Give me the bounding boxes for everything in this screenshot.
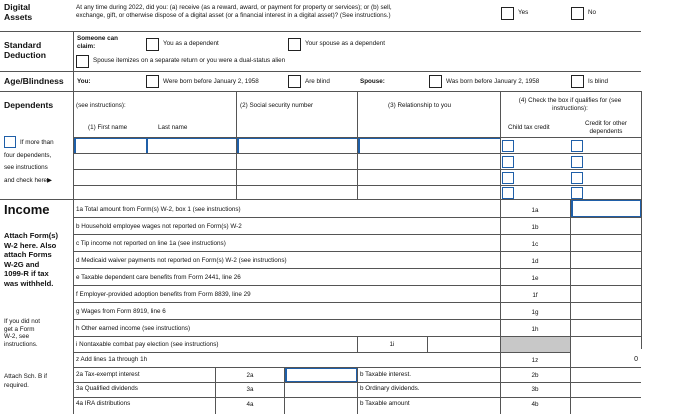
shaded-cell bbox=[501, 337, 570, 352]
line-1e-number: 1e bbox=[531, 275, 539, 282]
line-1g-number: 1g bbox=[531, 309, 539, 316]
line-1b-input[interactable] bbox=[571, 218, 640, 234]
you-as-dependent-label: You as a dependent bbox=[163, 40, 219, 47]
attach-forms-note: Attach Form(s) W-2 here. Also attach Forms W-2G and 1099-R if tax was withheld. bbox=[4, 231, 59, 288]
ssn-header: (2) Social security number bbox=[240, 102, 314, 109]
line-1h-label: h Other earned income (see instructions) bbox=[76, 325, 191, 332]
dependent-2-credit-other-checkbox[interactable] bbox=[571, 156, 583, 168]
spouse-blind-checkbox[interactable] bbox=[571, 75, 584, 88]
standard-deduction-heading: Standard Deduction bbox=[4, 40, 47, 60]
line-1z-label: z Add lines 1a through 1h bbox=[76, 356, 148, 363]
line-1z-number: 1z bbox=[531, 357, 539, 364]
line-2b-label: b Taxable interest. bbox=[360, 371, 411, 378]
divider bbox=[73, 382, 641, 383]
line-1c-label: c Tip income not reported on line 1a (see instructions) bbox=[76, 240, 226, 247]
dependent-4-credit-other-checkbox[interactable] bbox=[571, 187, 583, 199]
line-1f-label: f Employer-provided adoption benefits from Form 8839, line 29 bbox=[76, 291, 251, 298]
digital-assets-question: At any time during 2022, did you: (a) receive (as a reward, award, or payment for property or services); or (b) sell, exchange, gift, or otherwise dispose of a digital asset (or a financial interest in a digital asset)? (See instructions.) bbox=[76, 4, 392, 19]
line-1a-input[interactable] bbox=[571, 200, 641, 217]
divider bbox=[73, 185, 641, 186]
line-1d-number: 1d bbox=[531, 258, 539, 265]
divider bbox=[73, 268, 641, 269]
line-1a-label: 1a Total amount from Form(s) W-2, box 1 (see instructions) bbox=[76, 206, 241, 213]
spouse-itemizes-label: Spouse itemizes on a separate return or you were a dual-status alien bbox=[93, 57, 286, 64]
line-3b-input[interactable] bbox=[571, 383, 641, 397]
you-born-before-label: Were born before January 2, 1958 bbox=[163, 78, 259, 85]
dependent-2-child-tax-credit-checkbox[interactable] bbox=[502, 156, 514, 168]
spouse-blind-label: Is blind bbox=[588, 78, 608, 85]
divider bbox=[73, 397, 641, 398]
line-1g-label: g Wages from Form 8919, line 6 bbox=[76, 308, 166, 315]
you-label: You: bbox=[77, 78, 91, 85]
divider bbox=[73, 302, 641, 303]
divider bbox=[73, 169, 641, 170]
line-1h-input[interactable] bbox=[571, 320, 640, 336]
line-3b-label: b Ordinary dividends. bbox=[360, 385, 420, 392]
dependent-1-relationship-input[interactable] bbox=[358, 138, 500, 153]
line-1c-number: 1c bbox=[531, 241, 539, 248]
spouse-born-before-label: Was born before January 2, 1958 bbox=[446, 78, 540, 85]
line-1b-number: 1b bbox=[531, 224, 539, 231]
more-than-four-label: If more than four dependents, see instructions and check here▶ bbox=[4, 139, 54, 184]
line-1f-number: 1f bbox=[532, 292, 538, 299]
line-2a-input[interactable] bbox=[285, 368, 357, 382]
divider bbox=[73, 217, 641, 218]
you-as-dependent-checkbox[interactable] bbox=[146, 38, 159, 51]
digital-assets-yes-checkbox[interactable] bbox=[501, 7, 514, 20]
divider bbox=[73, 352, 570, 353]
spouse-born-before-checkbox[interactable] bbox=[429, 75, 442, 88]
line-4a-number: 4a bbox=[246, 401, 254, 408]
dependent-3-child-tax-credit-checkbox[interactable] bbox=[502, 172, 514, 184]
spouse-as-dependent-checkbox[interactable] bbox=[288, 38, 301, 51]
check-box-header: (4) Check the box if qualifies for (see instructions): bbox=[518, 97, 622, 112]
attach-sch-b-note: Attach Sch. B if required. bbox=[4, 373, 48, 389]
line-4a-label: 4a IRA distributions bbox=[76, 400, 131, 407]
line-3a-label: 3a Qualified dividends bbox=[76, 385, 138, 392]
last-name-header: Last name bbox=[158, 124, 188, 131]
divider bbox=[73, 71, 74, 91]
dependent-4-child-tax-credit-checkbox[interactable] bbox=[502, 187, 514, 199]
relationship-header: (3) Relationship to you bbox=[388, 102, 452, 109]
line-3b-number: 3b bbox=[531, 386, 539, 393]
dependent-1-credit-other-checkbox[interactable] bbox=[571, 140, 583, 152]
line-1e-input[interactable] bbox=[571, 269, 640, 285]
line-1d-label: d Medicaid waiver payments not reported on Form(s) W-2 (see instructions) bbox=[76, 257, 287, 264]
see-instructions-label: (see instructions): bbox=[76, 102, 126, 109]
divider bbox=[641, 91, 642, 199]
spouse-itemizes-checkbox[interactable] bbox=[76, 55, 89, 68]
digital-assets-yes-label: Yes bbox=[518, 9, 529, 16]
line-1i-number: 1i bbox=[389, 341, 395, 348]
first-name-header: (1) First name bbox=[88, 124, 128, 131]
line-1c-input[interactable] bbox=[571, 235, 640, 251]
divider bbox=[500, 91, 501, 199]
line-2b-number: 2b bbox=[531, 372, 539, 379]
line-1f-input[interactable] bbox=[571, 286, 640, 302]
divider bbox=[73, 234, 641, 235]
divider bbox=[0, 91, 641, 92]
digital-assets-heading: Digital Assets bbox=[4, 2, 33, 22]
age-blindness-heading: Age/Blindness bbox=[4, 76, 64, 86]
divider bbox=[73, 319, 641, 320]
divider bbox=[73, 31, 74, 71]
line-4b-label: b Taxable amount bbox=[360, 400, 410, 407]
divider bbox=[0, 199, 641, 200]
line-1i-input[interactable] bbox=[428, 337, 500, 352]
line-1h-number: 1h bbox=[531, 326, 539, 333]
line-1b-label: b Household employee wages not reported on Form(s) W-2 bbox=[76, 223, 242, 230]
dependent-1-last-name-input[interactable] bbox=[146, 138, 236, 153]
dependent-1-child-tax-credit-checkbox[interactable] bbox=[502, 140, 514, 152]
line-2a-number: 2a bbox=[246, 372, 254, 379]
line-1e-label: e Taxable dependent care benefits from Form 2441, line 26 bbox=[76, 274, 241, 281]
line-1z-value[interactable]: 0 bbox=[634, 356, 638, 363]
digital-assets-no-label: No bbox=[588, 9, 597, 16]
line-2b-input[interactable] bbox=[571, 368, 641, 382]
child-tax-credit-header: Child tax credit bbox=[508, 124, 550, 131]
line-4a-input[interactable] bbox=[285, 398, 357, 412]
someone-can-claim-label: Someone can claim: bbox=[77, 35, 118, 50]
spouse-label: Spouse: bbox=[360, 78, 385, 85]
dependent-1-ssn-input[interactable] bbox=[237, 138, 357, 153]
dependents-heading: Dependents bbox=[4, 100, 54, 110]
line-4b-number: 4b bbox=[531, 401, 539, 408]
you-blind-label: Are blind bbox=[305, 78, 330, 85]
line-1d-input[interactable] bbox=[571, 252, 640, 268]
dependent-1-first-name-input[interactable] bbox=[74, 138, 146, 153]
line-3a-input[interactable] bbox=[285, 383, 357, 397]
line-3a-number: 3a bbox=[246, 386, 254, 393]
divider bbox=[641, 199, 642, 349]
you-blind-checkbox[interactable] bbox=[288, 75, 301, 88]
credit-other-header: Credit for other dependents bbox=[585, 120, 627, 135]
divider bbox=[73, 285, 641, 286]
divider bbox=[357, 367, 358, 414]
dependent-3-credit-other-checkbox[interactable] bbox=[571, 172, 583, 184]
divider bbox=[73, 251, 641, 252]
you-born-before-checkbox[interactable] bbox=[146, 75, 159, 88]
income-heading: Income bbox=[4, 202, 50, 217]
no-w2-note: If you did not get a Form W-2, see instructions. bbox=[4, 318, 41, 348]
spouse-as-dependent-label: Your spouse as a dependent bbox=[305, 40, 385, 47]
line-1a-number: 1a bbox=[531, 207, 539, 214]
divider bbox=[73, 153, 641, 154]
line-2a-label: 2a Tax-exempt interest bbox=[76, 371, 140, 378]
divider bbox=[0, 31, 641, 32]
divider bbox=[0, 71, 641, 72]
line-1g-input[interactable] bbox=[571, 303, 640, 319]
line-1i-label: i Nontaxable combat pay election (see instructions) bbox=[76, 341, 219, 348]
digital-assets-no-checkbox[interactable] bbox=[571, 7, 584, 20]
